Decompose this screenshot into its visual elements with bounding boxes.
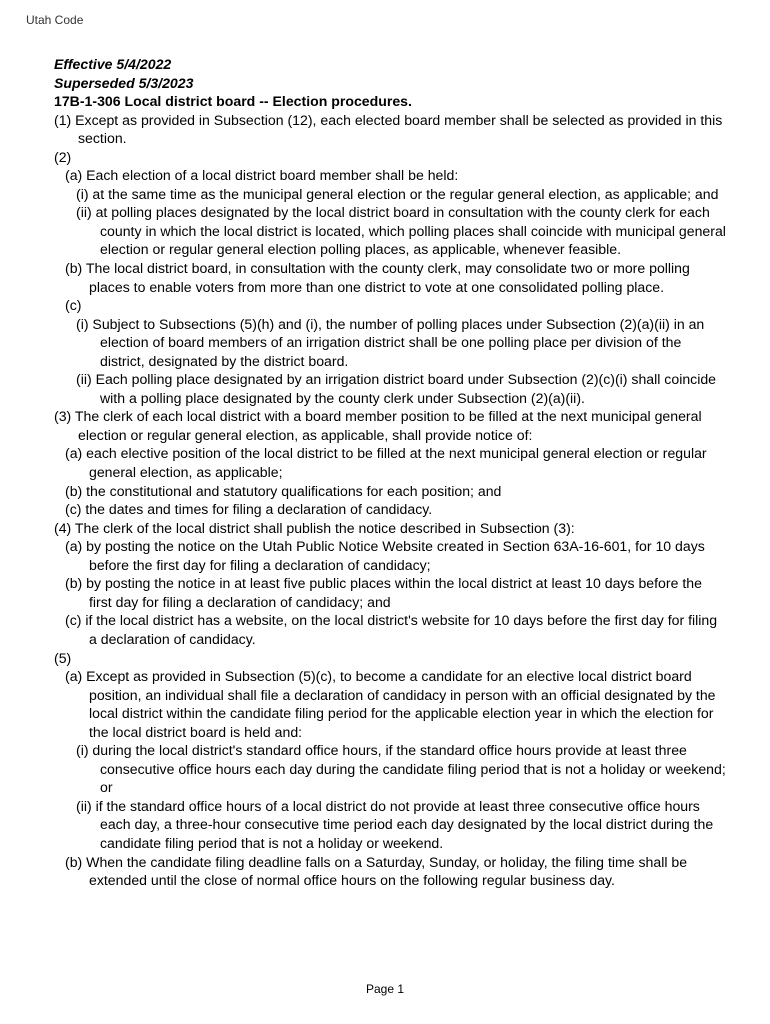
effective-date: Effective 5/4/2022 [54, 56, 172, 72]
paragraph-5b: (b) When the candidate filing deadline falls on a Saturday, Sunday, or holiday, the filing time shall be extended until the close of normal office hours on the following regular business day. [65, 853, 688, 889]
paragraph-4b: (b) by posting the notice in at least five public places within the local district at least 10 days before the first day for filing a declaration of candidacy; and [65, 575, 702, 610]
paragraph-3a: (a) each elective position of the local district to be filled at the next municipal general election or regular general election, as applicable; [65, 445, 707, 481]
paragraph-4: (4) The clerk of the local district shall publish the notice described in Subsection (3): [54, 519, 575, 536]
paragraph-2a-ii: (ii) at polling places designated by the local district board in consultation with the county clerk for each county in which the local district is located, which polling places shall coincide with municipal general election or regular general election polling places, as applicable, whenever feasible. [76, 204, 726, 258]
paragraph-5: (5) [54, 649, 72, 666]
paragraph-2: (2) [54, 148, 72, 165]
paragraph-4a: (a) by posting the notice on the Utah Public Notice Website created in Section 63A-16-601, for 10 days before the first day for filing a declaration of candidacy; [65, 538, 705, 573]
paragraph-2c-ii: (ii) Each polling place designated by an irrigation district board under Subsection (2)(c)(i) shall coincide with a polling place designated by the county clerk under Subsection (2)(a)(ii). [76, 371, 717, 406]
section-title: 17B-1-306 Local district board -- Election procedures. [54, 93, 412, 110]
paragraph-5a-ii: (ii) if the standard office hours of a local district do not provide at least three consecutive office hours each day, a three-hour consecutive time period each day designated by the local district during the candidate filing period that is not a holiday or weekend. [76, 797, 714, 851]
paragraph-2c: (c) [65, 297, 82, 314]
paragraph-4c: (c) if the local district has a website, on the local district's website for 10 days before the first day for filing a declaration of candidacy. [65, 612, 718, 647]
paragraph-3: (3) The clerk of each local district with a board member position to be filled at the next municipal general election or regular general election, as applicable, shall provide notice of: [54, 408, 702, 443]
paragraph-2a: (a) Each election of a local district board member shall be held: [65, 167, 459, 184]
superseded-date: Superseded 5/3/2023 [54, 74, 194, 91]
paragraph-2b: (b) The local district board, in consultation with the county clerk, may consolidate two or more polling places to enable voters from more than one district to vote at one consolidated polling place. [65, 260, 690, 295]
document-body [54, 55, 726, 890]
paragraph-3c: (c) the dates and times for filing a declaration of candidacy. [65, 501, 433, 518]
paragraph-5a: (a) Except as provided in Subsection (5)(c), to become a candidate for an elective local district board position, an individual shall file a declaration of candidacy in person with an official designated by the local district within the candidate filing period for the applicable election year in which the election for the local district board is held and: [65, 668, 716, 740]
paragraph-3b: (b) the constitutional and statutory qualifications for each position; and [65, 482, 502, 499]
running-header: Utah Code [26, 13, 84, 27]
page-number: Page 1 [365, 982, 405, 996]
paragraph-2a-i: (i) at the same time as the municipal general election or the regular general election, as applicable; and [76, 185, 719, 202]
paragraph-1: (1) Except as provided in Subsection (12), each elected board member shall be selected as provided in this section. [54, 111, 723, 147]
paragraph-2c-i: (i) Subject to Subsections (5)(h) and (i), the number of polling places under Subsection (2)(a)(ii) in an election of board members of an irrigation district shall be one polling place per division of the district, designated by the district board. [76, 315, 705, 369]
paragraph-5a-i: (i) during the local district's standard office hours, if the standard office hours provide at least three consecutive office hours each day during the candidate filing period that is not a holiday or weekend; or [76, 742, 726, 796]
